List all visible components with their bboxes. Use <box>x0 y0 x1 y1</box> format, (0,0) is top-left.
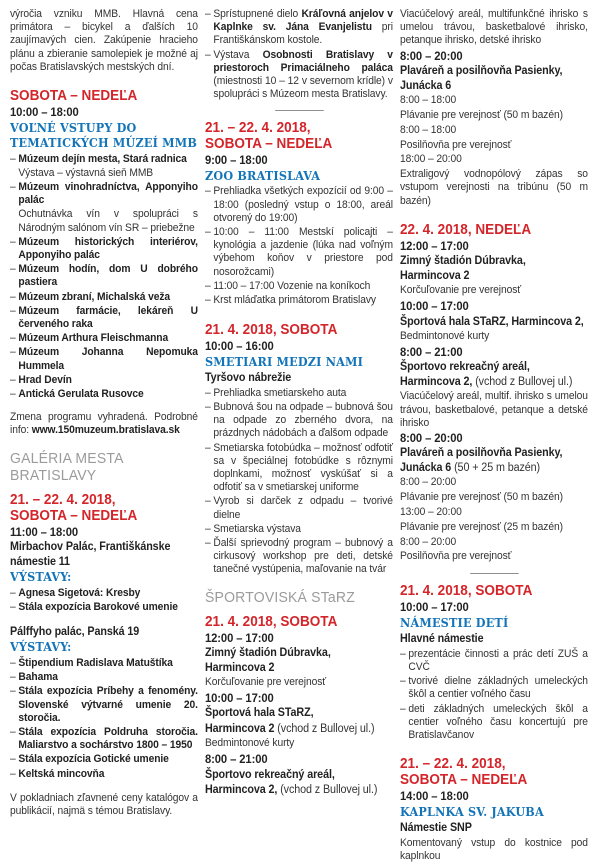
info-line: 18:00 – 20:00 <box>400 153 462 166</box>
text-segment: Kráľovná anjelov v Kaplnke sv. Jána Evanjelistu <box>213 8 393 34</box>
bullet-dash: – <box>400 702 406 715</box>
text-segment: Múzeum zbraní, Michalská veža <box>18 290 171 303</box>
spacer <box>10 615 198 624</box>
paragraph <box>10 8 198 74</box>
bullet-dash: – <box>10 753 16 766</box>
date-heading-line: 22. 4. 2018, NEDEĽA <box>400 221 532 238</box>
bullet-dash: – <box>10 387 16 400</box>
bullet-item <box>10 685 198 725</box>
info-line: Bedmintonové kurty <box>400 330 490 342</box>
date-heading <box>400 222 588 238</box>
event-title <box>10 121 198 152</box>
column-1 <box>10 8 198 818</box>
text-segment: Viacúčelový areál, multifunkčné ihrisko s umelou trávou, basketbalové ihrisko, petanque ihrisko, detské ihrisko <box>400 8 588 47</box>
venue-line <box>205 722 393 737</box>
bullet-item <box>10 374 198 387</box>
bullet-item <box>205 442 393 495</box>
event-title-line: SMETIARI MEDZI NAMI <box>205 354 364 369</box>
text-segment: Prehliadka všetkých expozícií od 9:00 – 18:00 (posledný vstup o 18:00, areál otvorený do 19:00) <box>213 185 393 224</box>
info-line: Plávanie pre verejnosť (50 m bazén) <box>400 108 563 121</box>
bullet-item <box>10 332 198 345</box>
text-segment: Antická Gerulata Rusovce <box>18 387 144 400</box>
text-segment: (vchod z Bullovej ul.) <box>277 722 375 735</box>
time-range: 10:00 – 16:00 <box>205 339 274 354</box>
venue-line <box>205 706 393 721</box>
bullet-item <box>10 236 198 262</box>
text-segment: Vyrob si darček z odpadu – tvorivé dielne <box>213 495 393 521</box>
text-segment: Múzeum dejín mesta, Stará radnica <box>18 152 187 165</box>
paragraph <box>10 792 198 818</box>
text-segment: Výstava <box>213 48 263 61</box>
bullet-dash: – <box>400 675 406 688</box>
text-segment: Stála expozícia Poldruha storočia. Maliarstvo a sochárstvo 1800 – 1950 <box>18 726 198 752</box>
info-line: 8:00 – 18:00 <box>400 94 457 107</box>
text-segment: Tyršovo nábrežie <box>205 372 292 385</box>
text-segment: Zimný štadión Dúbravka, Harmincova 2 <box>205 647 331 674</box>
time-range: 14:00 – 18:00 <box>400 789 469 804</box>
bullet-item <box>10 263 198 289</box>
venue-line <box>400 632 588 647</box>
bullet-dash: – <box>205 536 211 549</box>
info-line: Plávanie pre verejnosť (50 m bazén) <box>400 491 563 504</box>
time-range: 11:00 – 18:00 <box>10 524 79 539</box>
bullet-item <box>10 671 198 684</box>
text-segment: Komentovaný vstup do kostnice pod kaplnkou <box>400 836 588 862</box>
bullet-dash: – <box>10 586 16 599</box>
text-segment: tvorivé dielne základných umeleckých škôl a centier voľného času <box>408 675 588 701</box>
time-range: 10:00 – 17:00 <box>400 600 469 615</box>
text-segment: Športová hala STaRZ, <box>205 707 314 720</box>
time-range: 10:00 – 18:00 <box>10 105 79 120</box>
date-heading-line: 21. – 22. 4. 2018, <box>400 756 506 773</box>
date-heading-line: 21. 4. 2018, SOBOTA <box>205 322 338 339</box>
venue-line <box>205 783 393 798</box>
event-title-line: VÝSTAVY: <box>10 640 72 655</box>
bullet-item <box>205 495 393 521</box>
info-line: 8:00 – 20:00 <box>400 476 457 489</box>
bullet-item <box>205 8 393 48</box>
text-segment: (vchod z Bullovej ul.) <box>475 375 573 388</box>
bullet-item <box>205 537 393 577</box>
date-heading <box>205 322 393 338</box>
event-title-line: TEMATICKÝCH MÚZEÍ MMB <box>10 136 197 151</box>
text-segment: Hrad Devín <box>18 373 72 386</box>
text-segment: Športovo rekreačný areál, <box>205 768 335 781</box>
bullet-dash: – <box>10 235 16 248</box>
paragraph <box>400 8 588 48</box>
text-segment: Sprístupnené dielo <box>213 8 302 20</box>
text-segment: Extraligový vodnopólový zápas so vstupom verejnosti na tribúnu (50 m bazén) <box>400 168 588 207</box>
bullet-item <box>205 523 393 536</box>
bullet-item <box>205 294 393 307</box>
text-segment: 10:00 – 11:00 Mestskí policajti – kynológia a jazdenie (lúka nad voľným výbehom koňov v priestore pod nosorožcami) <box>213 226 393 278</box>
bullet-dash: – <box>205 279 211 292</box>
bullet-dash: – <box>205 226 211 239</box>
bullet-item <box>205 185 393 225</box>
spacer <box>10 75 198 83</box>
time-range: 12:00 – 17:00 <box>400 238 469 253</box>
bullet-dash: – <box>10 290 16 303</box>
bullet-item <box>205 387 393 400</box>
time-range: 10:00 – 17:00 <box>205 690 274 705</box>
text-segment: Krst mláďatka primátorom Bratislavy <box>213 294 376 307</box>
paragraph <box>10 411 198 437</box>
bullet-dash: – <box>10 180 16 193</box>
bullet-item <box>10 587 198 600</box>
bullet-continuation: Ochutnávka vín v spolupráci s Národným salónom vín SR – priebežne <box>18 208 198 234</box>
bullet-dash: – <box>205 386 211 399</box>
text-segment: Múzeum farmácie, lekáreň U červeného raka <box>18 304 198 330</box>
time-range: 12:00 – 17:00 <box>205 630 274 645</box>
date-heading-line: SOBOTA – NEDEĽA <box>10 507 138 524</box>
date-heading-line: 21. 4. 2018, SOBOTA <box>400 583 533 600</box>
text-segment: Stála expozícia Príbehy a fenomény. Slovenské výtvarné umenie 20. storočia. <box>18 685 198 724</box>
bullet-dash: – <box>205 441 211 454</box>
text-segment: Pálffyho palác, Panská 19 <box>10 625 140 638</box>
bullet-item <box>10 601 198 614</box>
bullet-item <box>10 153 198 166</box>
event-title <box>205 169 393 185</box>
bullet-dash: – <box>205 294 211 307</box>
text-segment: Mirbachov Palác, Františkánske námestie 11 <box>10 541 171 568</box>
text-segment: Hlavné námestie <box>400 633 484 646</box>
text-segment: Stála expozícia Gotické umenie <box>18 753 169 766</box>
text-segment: Osobnosti Bratislavy v priestoroch Primaciálneho paláca <box>213 48 393 74</box>
bullet-item <box>10 346 198 372</box>
bullet-dash: – <box>10 263 16 276</box>
bullet-dash: – <box>10 152 16 165</box>
bullet-item <box>10 181 198 207</box>
date-heading-line: 21. – 22. 4. 2018, <box>10 491 116 508</box>
bullet-item <box>10 291 198 304</box>
venue-line <box>400 446 588 475</box>
event-title <box>10 640 198 656</box>
info-line: Korčuľovanie pre verejnosť <box>400 284 522 297</box>
event-title <box>400 616 588 632</box>
event-title-line: VÝSTAVY: <box>10 570 72 585</box>
text-segment: Harmincova 2, <box>205 784 281 797</box>
spacer <box>10 782 198 791</box>
venue-line <box>400 821 588 836</box>
text-segment: V pokladniach zľavnené ceny katalógov a publikácií, najmä s témou Bratislavy. <box>10 791 198 818</box>
bullet-continuation: Výstava – výstavná sieň MMB <box>18 166 154 179</box>
info-line: 8:00 – 18:00 <box>400 123 457 136</box>
date-heading <box>205 614 393 630</box>
event-title <box>10 570 198 586</box>
date-heading <box>400 583 588 599</box>
venue-line <box>400 254 588 283</box>
text-segment: Keltská mincovňa <box>18 767 105 780</box>
text-segment: Námestie SNP <box>400 822 472 835</box>
text-segment: pri Františkánskom kostole. <box>213 21 393 47</box>
event-title-line: VOĽNÉ VSTUPY DO <box>10 120 137 135</box>
text-segment: Športovo rekreačný areál, Harmincova 2, <box>400 361 530 388</box>
bullet-dash: – <box>205 8 211 20</box>
bullet-dash: – <box>10 373 16 386</box>
time-range: 8:00 – 20:00 <box>400 430 463 445</box>
section-heading: ŠPORTOVISKÁ STaRZ <box>205 588 355 606</box>
time-range: 8:00 – 21:00 <box>205 752 268 767</box>
venue-line <box>400 64 588 93</box>
bullet-dash: – <box>400 647 406 660</box>
bullet-item <box>400 703 588 743</box>
bullet-dash: – <box>10 767 16 780</box>
text-segment: (miestnosti 10 – 12 v severnom krídle) v spolupráci s Múzeom mesta Bratislavy. <box>213 75 393 101</box>
text-segment: Plaváreň a posilňovňa Pasienky, Junácka 6 <box>400 65 563 92</box>
text-segment: Bahama <box>18 671 58 684</box>
text-segment: Smetiarska fotobúdka – možnosť odfotiť sa v špeciálnej fotobúdke s rôznymi doplnkami, možnosť vyskúšať si a odfotiť sa v smetiarskej uniforme <box>213 441 393 494</box>
bullet-item <box>400 648 588 674</box>
column-3-wrap <box>400 8 588 862</box>
bullet-item <box>10 305 198 331</box>
text-segment: prezentácie činnosti a prác detí ZUŠ a CVČ <box>408 647 588 673</box>
paragraph <box>400 168 588 208</box>
bullet-dash: – <box>205 48 211 61</box>
time-range: 9:00 – 18:00 <box>205 153 268 168</box>
event-title-line: ZOO BRATISLAVA <box>205 168 321 183</box>
bullet-item <box>205 49 393 102</box>
info-line: Posilňovňa pre verejnosť <box>400 550 512 563</box>
text-segment: Múzeum hodín, dom U dobrého pastiera <box>18 263 198 289</box>
section-divider <box>275 110 324 111</box>
paragraph <box>400 390 588 430</box>
text-segment: (vchod z Bullovej ul.) <box>280 784 378 797</box>
spacer <box>400 209 588 217</box>
text-segment: deti základných umeleckých škôl a centier voľného času koncertujú pre Bratislavčanov <box>408 702 588 741</box>
text-segment: Agnesa Sigetová: Kresby <box>18 586 141 599</box>
text-segment: Harmincova 2 <box>205 722 278 735</box>
text-segment: Športová hala STaRZ, Harmincova 2, <box>400 315 584 328</box>
event-title <box>205 355 393 371</box>
date-heading <box>205 120 393 152</box>
date-heading-line: 21. – 22. 4. 2018, <box>205 120 311 137</box>
text-segment: Múzeum vinohradníctva, Apponyiho palác <box>18 180 198 207</box>
paragraph <box>400 837 588 863</box>
spacer <box>10 402 198 410</box>
text-segment: Múzeum historických interiérov, Apponyiho palác <box>18 235 198 261</box>
time-range: 8:00 – 20:00 <box>400 48 463 63</box>
bullet-dash: – <box>10 726 16 738</box>
bullet-dash: – <box>10 304 16 317</box>
venue-line <box>400 315 588 330</box>
text-segment: Stála expozícia Barokové umenie <box>18 600 178 613</box>
text-segment: www.150muzeum.bratislava.sk <box>31 424 180 437</box>
date-heading <box>400 756 588 788</box>
info-line: Korčuľovanie pre verejnosť <box>205 676 327 689</box>
column-2 <box>205 8 393 798</box>
bullet-item <box>205 280 393 293</box>
text-segment: Zmena programu vyhradená. Podrobné info: <box>10 411 198 437</box>
bullet-item <box>10 768 198 781</box>
bullet-item <box>10 657 198 670</box>
text-segment: 11:00 – 17:00 Vozenie na koníkoch <box>213 279 371 292</box>
date-heading-line: SOBOTA – NEDEĽA <box>10 88 138 105</box>
bullet-item <box>10 388 198 401</box>
text-segment: Ďalší sprievodný program – bubnový a cirkusový workshop pre deti, detské tanečné vystúpenia, maľovanie na tvár <box>213 536 393 576</box>
bullet-item <box>205 401 393 441</box>
venue-line <box>10 625 198 640</box>
spacer <box>205 308 393 317</box>
event-title <box>400 805 588 821</box>
spacer <box>400 743 588 751</box>
venue-line <box>205 646 393 675</box>
column-3 <box>400 8 588 863</box>
text-segment: Zimný štadión Dúbravka, Harmincova 2 <box>400 255 526 282</box>
text-segment: Viacúčelový areál, multif. ihrisko s umelou trávou, basketbalové, petanque a detské ihrisko <box>400 390 588 429</box>
bullet-dash: – <box>10 685 16 698</box>
bullet-dash: – <box>10 346 16 359</box>
text-segment: Štipendium Radislava Matuštíka <box>18 656 173 669</box>
text-segment: Smetiarska výstava <box>213 522 301 535</box>
bullet-item <box>400 675 588 701</box>
event-title-line: KAPLNKA SV. JAKUBA <box>400 804 544 819</box>
column-1-wrap <box>10 8 198 818</box>
venue-line <box>10 540 198 569</box>
text-segment: výročia vzniku MMB. Hlavná cena primátora – bicykel a ďalších 10 zaujímavých cien. Zakúpenie hracieho plánu a zbieranie samolepiek je možné aj počas Bratislavských mestských dní. <box>10 8 198 73</box>
bullet-item <box>205 226 393 279</box>
section-divider <box>470 573 519 574</box>
bullet-dash: – <box>205 400 211 413</box>
text-segment: (50 + 25 m bazén) <box>454 461 541 474</box>
info-line: Plávanie pre verejnosť (25 m bazén) <box>400 520 563 533</box>
time-range: 8:00 – 21:00 <box>400 344 463 359</box>
info-line: Posilňovňa pre verejnosť <box>400 138 512 151</box>
text-segment: Bubnová šou na odpade – bubnová šou na odpade zo zberného dvora, na prázdnych nádobách a ďalšom odpade <box>213 400 393 440</box>
section-heading: GALÉRIA MESTA BRATISLAVY <box>10 449 123 484</box>
bullet-dash: – <box>205 522 211 535</box>
text-segment: Plaváreň a posilňovňa Pasienky, Junácka 6 <box>400 447 563 474</box>
bullet-dash: – <box>10 332 16 345</box>
text-segment: Múzeum Johanna Nepomuka Hummela <box>18 346 198 372</box>
venue-line <box>205 371 393 386</box>
bullet-item <box>10 753 198 766</box>
bullet-dash: – <box>10 671 16 684</box>
date-heading-line: 21. 4. 2018, SOBOTA <box>205 613 338 630</box>
venue-line <box>205 768 393 783</box>
bullet-dash: – <box>205 495 211 508</box>
column-2-wrap <box>205 8 393 797</box>
date-heading-line: SOBOTA – NEDEĽA <box>400 772 528 789</box>
date-heading-line: SOBOTA – NEDEĽA <box>205 136 333 153</box>
date-heading <box>10 492 198 524</box>
info-line: 13:00 – 20:00 <box>400 506 462 518</box>
bullet-dash: – <box>10 600 16 613</box>
venue-line <box>400 360 588 389</box>
date-heading <box>10 88 198 104</box>
text-segment: Múzeum Arthura Fleischmanna <box>18 332 169 345</box>
time-range: 10:00 – 17:00 <box>400 299 469 313</box>
info-line: Bedmintonové kurty <box>205 737 295 750</box>
info-line: 8:00 – 20:00 <box>400 535 457 548</box>
bullet-dash: – <box>10 656 16 669</box>
bullet-item <box>10 726 198 752</box>
text-segment: Prehliadka smetiarskeho auta <box>213 386 347 399</box>
bullet-dash: – <box>205 185 211 198</box>
event-title-line: NÁMESTIE DETÍ <box>400 615 509 630</box>
